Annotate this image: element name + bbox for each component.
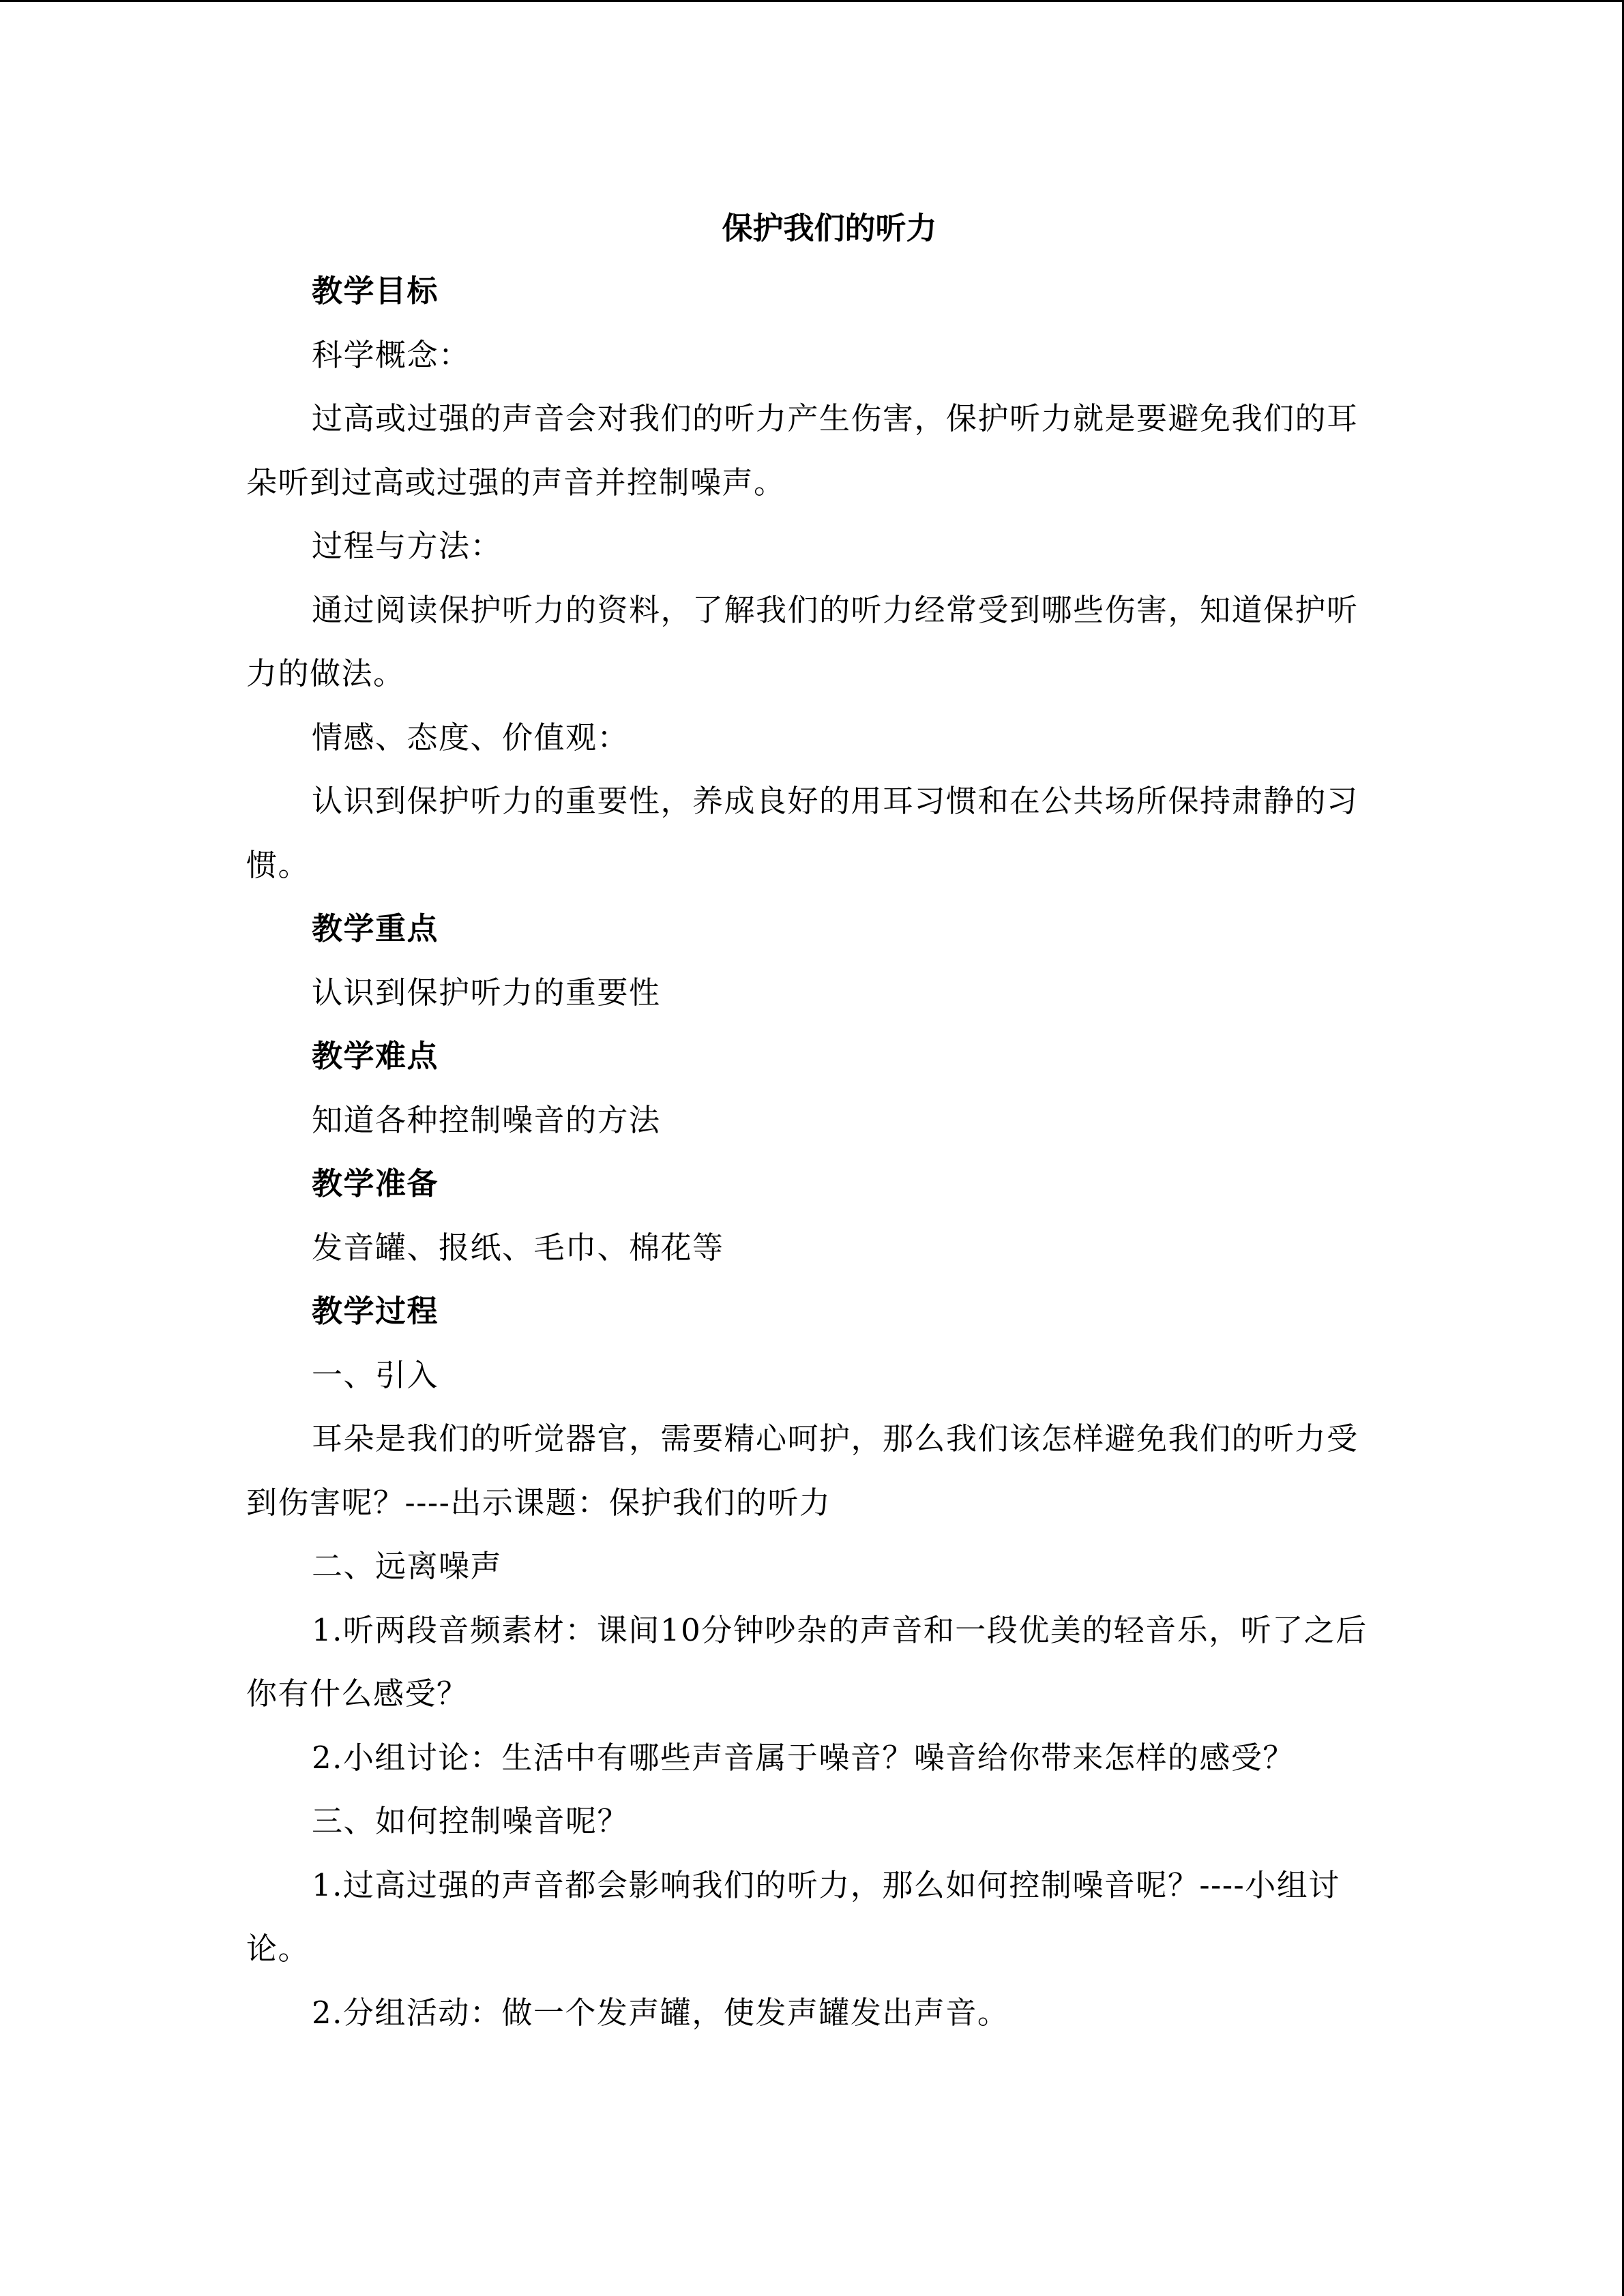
paragraph: 二、远离噪声 — [312, 1548, 503, 1584]
paragraph: 发音罐、报纸、毛巾、棉花等 — [312, 1229, 724, 1266]
paragraph: 1.过高过强的声音都会影响我们的听力，那么如何控制噪音呢？----小组讨论。 — [246, 1866, 1340, 1967]
paragraph: 1.听两段音频素材：课间10分钟吵杂的声音和一段优美的轻音乐，听了之后你有什么感受？ — [246, 1611, 1368, 1712]
page-border-top — [0, 0, 1624, 2]
paragraph: 认识到保护听力的重要性 — [312, 974, 661, 1011]
document-title: 保护我们的听力 — [722, 210, 937, 246]
document-body — [246, 205, 1378, 2044]
paragraph: 一、引入 — [312, 1356, 439, 1393]
section-heading: 教学难点 — [312, 1038, 439, 1074]
paragraph: 过程与方法： — [312, 528, 503, 564]
section-heading: 教学准备 — [312, 1165, 439, 1202]
section-heading: 教学目标 — [312, 273, 439, 309]
paragraph: 过高或过强的声音会对我们的听力产生伤害，保护听力就是要避免我们的耳朵听到过高或过强的声音并控制噪声。 — [246, 400, 1359, 501]
paragraph: 认识到保护听力的重要性，养成良好的用耳习惯和在公共场所保持肃静的习惯。 — [246, 783, 1359, 883]
paragraph: 通过阅读保护听力的资料，了解我们的听力经常受到哪些伤害，知道保护听力的做法。 — [246, 591, 1359, 691]
paragraph: 2.分组活动：做一个发声罐，使发声罐发出声音。 — [312, 1994, 1009, 2031]
section-heading: 教学重点 — [312, 910, 439, 946]
paragraph: 情感、态度、价值观： — [312, 719, 630, 756]
paragraph: 三、如何控制噪音呢？ — [312, 1803, 630, 1839]
paragraph: 耳朵是我们的听觉器官，需要精心呵护，那么我们该怎样避免我们的听力受到伤害呢？----出示课题：保护我们的听力 — [246, 1420, 1359, 1521]
paragraph: 2.小组讨论：生活中有哪些声音属于噪音？噪音给你带来怎样的感受？ — [312, 1739, 1295, 1776]
paragraph: 知道各种控制噪音的方法 — [312, 1101, 661, 1138]
section-heading: 教学过程 — [312, 1293, 439, 1329]
paragraph-list — [246, 259, 1378, 2044]
paragraph: 科学概念： — [312, 336, 471, 373]
